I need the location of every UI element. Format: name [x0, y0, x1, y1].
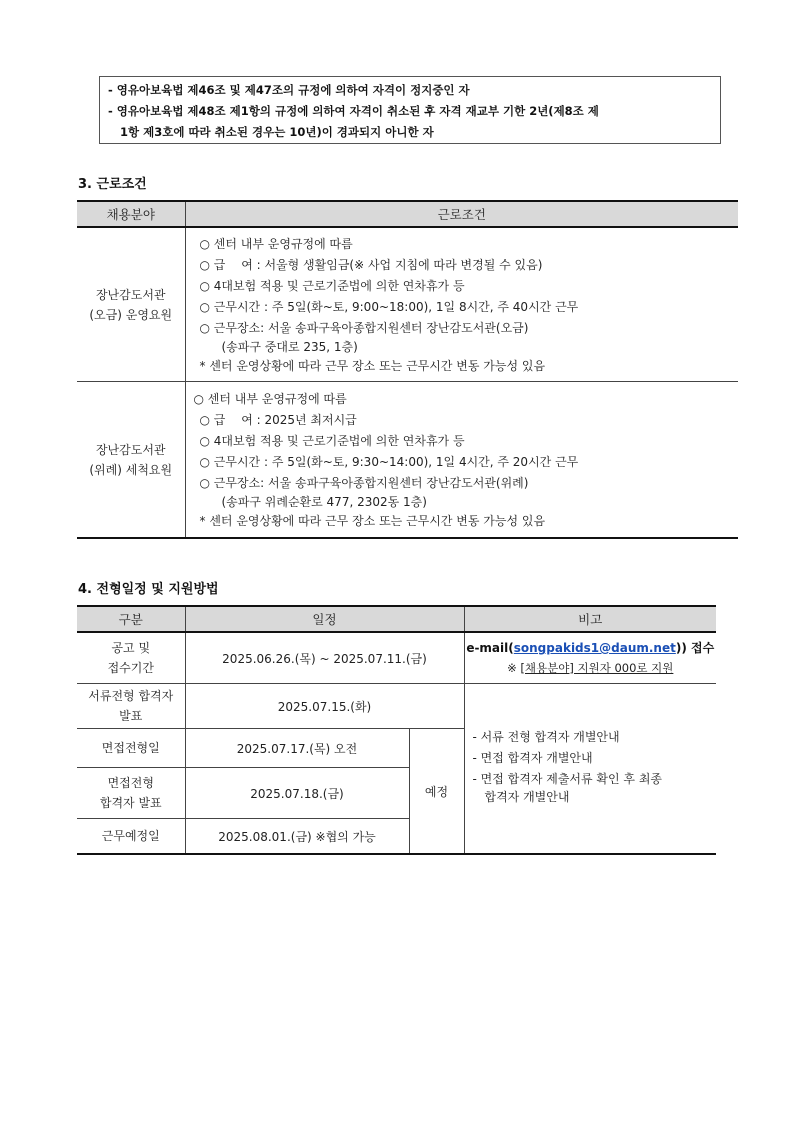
- schedule-table: [77, 605, 716, 855]
- section-3-title: 3. 근로조건: [78, 177, 147, 192]
- category-cell: [77, 684, 185, 729]
- disqualification-box: [99, 76, 721, 144]
- table-header-row: [77, 606, 716, 632]
- condition-note: * 센터 운영상황에 따라 근무 장소 또는 근무시간 변동 가능성 있음: [199, 514, 546, 528]
- category-label: 서류전형 합격자: [88, 689, 174, 703]
- table-row: [77, 382, 738, 539]
- category-label: 면접전형: [107, 776, 154, 790]
- remark-item-cont: 합격자 개별안내: [484, 789, 570, 804]
- remark-item: - 면접 합격자 제출서류 확인 후 최종: [472, 771, 663, 786]
- field-name: 장난감도서관: [95, 287, 166, 302]
- remark-item: - 서류 전형 합격자 개별안내: [472, 729, 620, 744]
- condition-item: ○ 센터 내부 운영규정에 따름: [193, 392, 347, 406]
- header-schedule: 일정: [185, 606, 464, 632]
- category-label: 접수기간: [107, 661, 154, 675]
- remark-item: - 면접 합격자 개별안내: [472, 750, 593, 765]
- schedule-date: 2025.07.15.(화): [185, 684, 464, 729]
- condition-item: ○ 근무장소: 서울 송파구육아종합지원센터 장난감도서관(위례): [199, 476, 529, 490]
- category-cell: 면접전형일: [77, 729, 185, 768]
- condition-item: ○ 급 여 : 서울형 생활임금(※ 사업 지침에 따라 변경될 수 있음): [199, 258, 543, 272]
- disqualify-line-2-cont: 1항 제3호에 따라 취소된 경우는 10년)이 경과되지 아니한 자: [120, 125, 434, 139]
- field-role: (위례) 세척요원: [89, 462, 173, 477]
- table-row: [77, 227, 738, 382]
- table-row: [77, 632, 716, 684]
- working-conditions-table: [77, 200, 738, 539]
- field-name: 장난감도서관: [95, 442, 166, 457]
- email-note-line: [465, 658, 717, 678]
- header-field: 채용분야: [77, 201, 185, 227]
- tentative-cell: 예정: [409, 729, 464, 855]
- section-4-title: 4. 전형일정 및 지원방법: [78, 582, 219, 597]
- disqualify-line-1: - 영유아보육법 제46조 및 제47조의 규정에 의하여 자격이 정지중인 자: [108, 83, 470, 97]
- schedule-date: 2025.07.17.(목) 오전: [185, 729, 409, 768]
- category-label: 합격자 발표: [99, 796, 162, 810]
- category-cell: 근무예정일: [77, 819, 185, 855]
- remarks-cell: [464, 684, 716, 855]
- condition-address: (송파구 중대로 235, 1층): [221, 340, 358, 354]
- field-role: (오금) 운영요원: [89, 307, 173, 322]
- category-label: 공고 및: [111, 641, 151, 655]
- condition-item: ○ 4대보험 적용 및 근로기준법에 의한 연차휴가 등: [199, 434, 465, 448]
- email-suffix: )) 접수: [675, 641, 715, 655]
- email-note: [채용분야] 지원자 000로 지원: [520, 661, 674, 675]
- header-category: 구분: [77, 606, 185, 632]
- email-note-prefix: ※: [507, 661, 521, 675]
- conditions-cell: [185, 227, 738, 382]
- application-method-cell: [464, 632, 716, 684]
- field-cell: [77, 382, 185, 539]
- category-label: 발표: [119, 709, 143, 723]
- table-header-row: [77, 201, 738, 227]
- condition-item: ○ 근무장소: 서울 송파구육아종합지원센터 장난감도서관(오금): [199, 321, 529, 335]
- category-cell: [77, 632, 185, 684]
- header-remarks: 비고: [464, 606, 716, 632]
- email-line: [465, 638, 717, 658]
- disqualify-line-2: - 영유아보육법 제48조 제1항의 규정에 의하여 자격이 취소된 후 자격 재교부 기한 2년(제8조 제: [108, 104, 599, 118]
- condition-note: * 센터 운영상황에 따라 근무 장소 또는 근무시간 변동 가능성 있음: [199, 359, 546, 373]
- schedule-date: 2025.07.18.(금): [185, 768, 409, 819]
- header-conditions: 근로조건: [185, 201, 738, 227]
- table-row: [77, 684, 716, 729]
- email-prefix: e-mail(: [466, 641, 514, 655]
- conditions-cell: [185, 382, 738, 539]
- schedule-date: 2025.06.26.(목) ~ 2025.07.11.(금): [185, 632, 464, 684]
- condition-item: ○ 4대보험 적용 및 근로기준법에 의한 연차휴가 등: [199, 279, 465, 293]
- condition-item: ○ 근무시간 : 주 5일(화~토, 9:30~14:00), 1일 4시간, 주 20시간 근무: [199, 455, 579, 469]
- category-cell: [77, 768, 185, 819]
- field-cell: [77, 227, 185, 382]
- email-link[interactable]: songpakids1@daum.net: [513, 641, 676, 655]
- condition-item: ○ 급 여 : 2025년 최저시급: [199, 413, 357, 427]
- schedule-date: 2025.08.01.(금) ※협의 가능: [185, 819, 409, 855]
- condition-item: ○ 근무시간 : 주 5일(화~토, 9:00~18:00), 1일 8시간, 주 40시간 근무: [199, 300, 579, 314]
- remarks-notes: [465, 727, 717, 805]
- condition-address: (송파구 위례순환로 477, 2302동 1층): [221, 495, 427, 509]
- condition-item: ○ 센터 내부 운영규정에 따름: [199, 237, 353, 251]
